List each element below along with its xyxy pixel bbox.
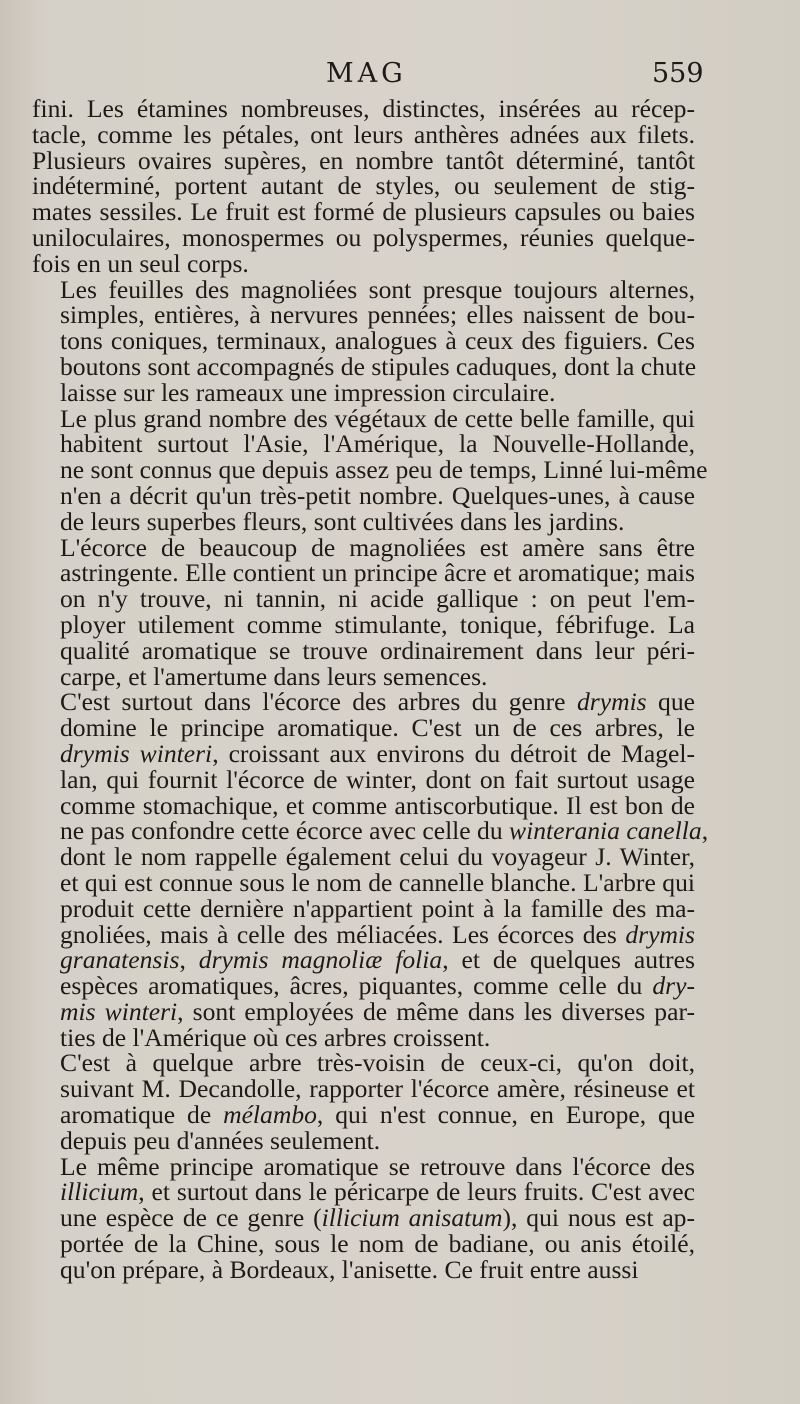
text-line: boutons sont accompagnés de stipules caduques, dont la chute [60, 351, 697, 381]
text-line: Le même principe aromatique se retrouve dans l'écorce des [60, 1151, 695, 1181]
text-line: qualité aromatique se trouve ordinairement dans leur péri- [60, 635, 695, 665]
text-line: de leurs superbes fleurs, sont cultivées dans les jardins. [60, 506, 625, 536]
text-line: ties de l'Amérique où ces arbres croissent. [60, 1022, 491, 1052]
paragraph [32, 274, 697, 407]
text-line: lan, qui fournit l'écorce de winter, dont on fait surtout usage [60, 764, 695, 794]
text-line: comme stomachique, et comme antiscorbutique. Il est bon de [60, 790, 695, 820]
text-line: carpe, et l'amertume dans leurs semences. [60, 661, 488, 691]
text-line: dont le nom rappelle également celui du voyageur J. Winter, [60, 842, 695, 872]
text-line: produit cette dernière n'appartient point à la famille des ma- [60, 893, 695, 923]
text-line: astringente. Elle contient un principe âcre et aromatique; mais [60, 558, 695, 588]
text-line: depuis peu d'années seulement. [60, 1125, 381, 1155]
text-line: mates sessiles. Le fruit est formé de plusieurs capsules ou baies [32, 197, 695, 227]
paragraph [32, 1151, 695, 1284]
text-line: Le plus grand nombre des végétaux de cette belle famille, qui [60, 403, 695, 433]
text-line: qu'on prépare, à Bordeaux, l'anisette. Ce fruit entre aussi [60, 1254, 639, 1284]
paragraph [32, 532, 695, 691]
text-line: gnoliées, mais à celle des méliacées. Les écorces des drymis [60, 919, 695, 949]
text-line: simples, entières, à nervures pennées; elles naissent de bou- [60, 300, 695, 330]
text-line: uniloculaires, monospermes ou polyspermes, réunies quelque- [32, 222, 695, 252]
text-line: tacle, comme les pétales, ont leurs anthères adnées aux filets. [32, 119, 695, 149]
text-line: tons coniques, terminaux, analogues à ceux des figuiers. Ces [60, 326, 695, 356]
text-line: portée de la Chine, sous le nom de badiane, ou anis étoilé, [60, 1229, 695, 1259]
text-line: fini. Les étamines nombreuses, distinctes, insérées au récep- [32, 94, 695, 123]
text-line: C'est surtout dans l'écorce des arbres du genre drymis que [60, 687, 696, 717]
text-line: C'est à quelque arbre très-voisin de ceux-ci, qu'on doit, [60, 1048, 695, 1078]
text-line: et qui est connue sous le nom de cannelle blanche. L'arbre qui [60, 867, 695, 897]
running-head [0, 58, 800, 98]
text-line: domine le principe aromatique. C'est un de ces arbres, le [60, 713, 695, 743]
text-line: illicium, et surtout dans le péricarpe de leurs fruits. C'est avec [60, 1177, 695, 1207]
text-line: espèces aromatiques, âcres, piquantes, comme celle du dry- [60, 971, 695, 1001]
text-line: ne pas confondre cette écorce avec celle du winterania canella, [60, 816, 709, 846]
paragraph [32, 403, 708, 536]
text-line: ne sont connus que depuis assez peu de temps, Linné lui-même [60, 455, 708, 485]
text-line: drymis winteri, croissant aux environs du détroit de Magel- [60, 738, 696, 768]
text-line: Plusieurs ovaires supères, en nombre tantôt déterminé, tantôt [32, 145, 695, 175]
paragraph [32, 96, 695, 277]
text-line: n'en a décrit qu'un très-petit nombre. Quelques-unes, à cause [60, 480, 695, 510]
text-line: Les feuilles des magnoliées sont presque toujours alternes, [60, 274, 695, 304]
text-line: indéterminé, portent autant de styles, ou seulement de stig- [32, 171, 695, 201]
paragraph [32, 1050, 695, 1153]
text-line: habitent surtout l'Asie, l'Amérique, la Nouvelle-Hollande, [60, 429, 695, 459]
text-line: on n'y trouve, ni tannin, ni acide gallique : on peut l'em- [60, 584, 695, 614]
body-text [32, 94, 709, 1284]
text-line: mis winteri, sont employées de même dans les diverses par- [60, 996, 695, 1026]
text-line: fois en un seul corps. [32, 248, 249, 278]
page-number: 559 [652, 58, 704, 89]
text-line: une espèce de ce genre (illicium anisatum), qui nous est ap- [60, 1203, 695, 1233]
running-title: MAG [326, 58, 407, 89]
paragraph [32, 687, 709, 1052]
text-line: L'écorce de beaucoup de magnoliées est amère sans être [60, 532, 695, 562]
text-line: suivant M. Decandolle, rapporter l'écorce amère, résineuse et [60, 1074, 695, 1104]
text-line: laisse sur les rameaux une impression circulaire. [60, 377, 556, 407]
text-line: aromatique de mélambo, qui n'est connue, en Europe, que [60, 1100, 695, 1130]
text-line: granatensis, drymis magnoliæ folia, et de quelques autres [60, 945, 695, 975]
text-line: ployer utilement comme stimulante, tonique, fébrifuge. La [60, 609, 695, 639]
